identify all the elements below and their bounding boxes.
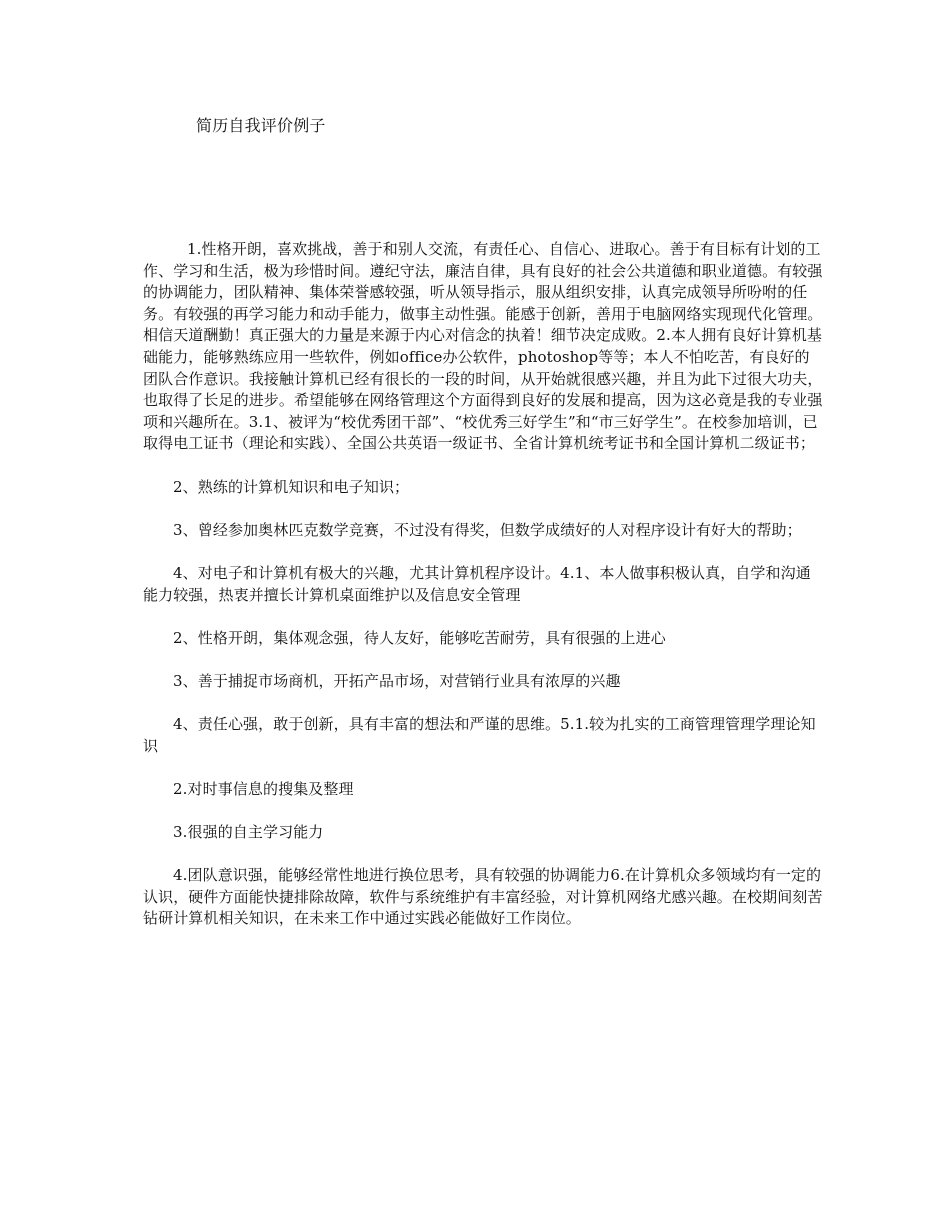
paragraph-10: 4.团队意识强，能够经常性地进行换位思考，具有较强的协调能力6.在计算机众多领域均有一定的认识，硬件方面能快捷排除故障，软件与系统维护有丰富经验，对计算机网络尤感兴趣。在校期间刻苦钻研计算机相关知识，在未来工作中通过实践必能做好工作岗位。 xyxy=(143,866,823,928)
paragraph-7: 4、责任心强，敢于创新，具有丰富的想法和严谨的思维。5.1.较为扎实的工商管理管理学理论知识 xyxy=(143,715,816,755)
paragraph-1: 1.性格开朗，喜欢挑战，善于和别人交流，有责任心、自信心、进取心。善于有目标有计划的工作、学习和生活，极为珍惜时间。遵纪守法，廉洁自律，具有良好的社会公共道德和职业道德。有较强的协调能力，团队精神、集体荣誉感较强，听从领导指示，服从组织安排，认真完成领导所吩咐的任务。有较强的再学习能力和动手能力，做事主动性强。能感于创新，善用于电脑网络实现现代化管理。相信天道酬勤！真正强大的力量是来源于内心对信念的执着！细节决定成败。2.本人拥有良好计算机基础能力，能够熟练应用一些软件，例如office办公软件，photoshop等等；本人不怕吃苦，有良好的团队合作意识。我接触计算机已经有很长的一段的时间，从开始就很感兴趣，并且为此下过很大功夫，也取得了长足的进步。希望能够在网络管理这个方面得到良好的发展和提高，因为这必竟是我的专业强项和兴趣所在。3.1、被评为“校优秀团干部”、“校优秀三好学生”和“市三好学生”。在校参加培训，已取得电工证书（理论和实践）、全国公共英语一级证书、全省计算机统考证书和全国计算机二级证书； xyxy=(143,240,823,453)
document-body xyxy=(143,239,823,952)
paragraph-4: 4、对电子和计算机有极大的兴趣，尤其计算机程序设计。4.1、本人做事积极认真，自学和沟通能力较强，热衷并擅长计算机桌面维护以及信息安全管理 xyxy=(143,563,811,604)
paragraph-8: 2.对时事信息的搜集及整理 xyxy=(173,779,354,798)
paragraph-2: 2、熟练的计算机知识和电子知识； xyxy=(173,477,410,496)
paragraph-3: 3、曾经参加奥林匹克数学竞赛，不过没有得奖，但数学成绩好的人对程序设计有好大的帮助； xyxy=(173,520,802,539)
document-title: 简历自我评价例子 xyxy=(196,116,326,135)
paragraph-9: 3.很强的自主学习能力 xyxy=(173,823,324,842)
paragraph-5: 2、性格开朗，集体观念强，待人友好，能够吃苦耐劳，具有很强的上进心 xyxy=(173,628,666,647)
paragraph-6: 3、善于捕捉市场商机，开拓产品市场，对营销行业具有浓厚的兴趣 xyxy=(173,671,621,690)
